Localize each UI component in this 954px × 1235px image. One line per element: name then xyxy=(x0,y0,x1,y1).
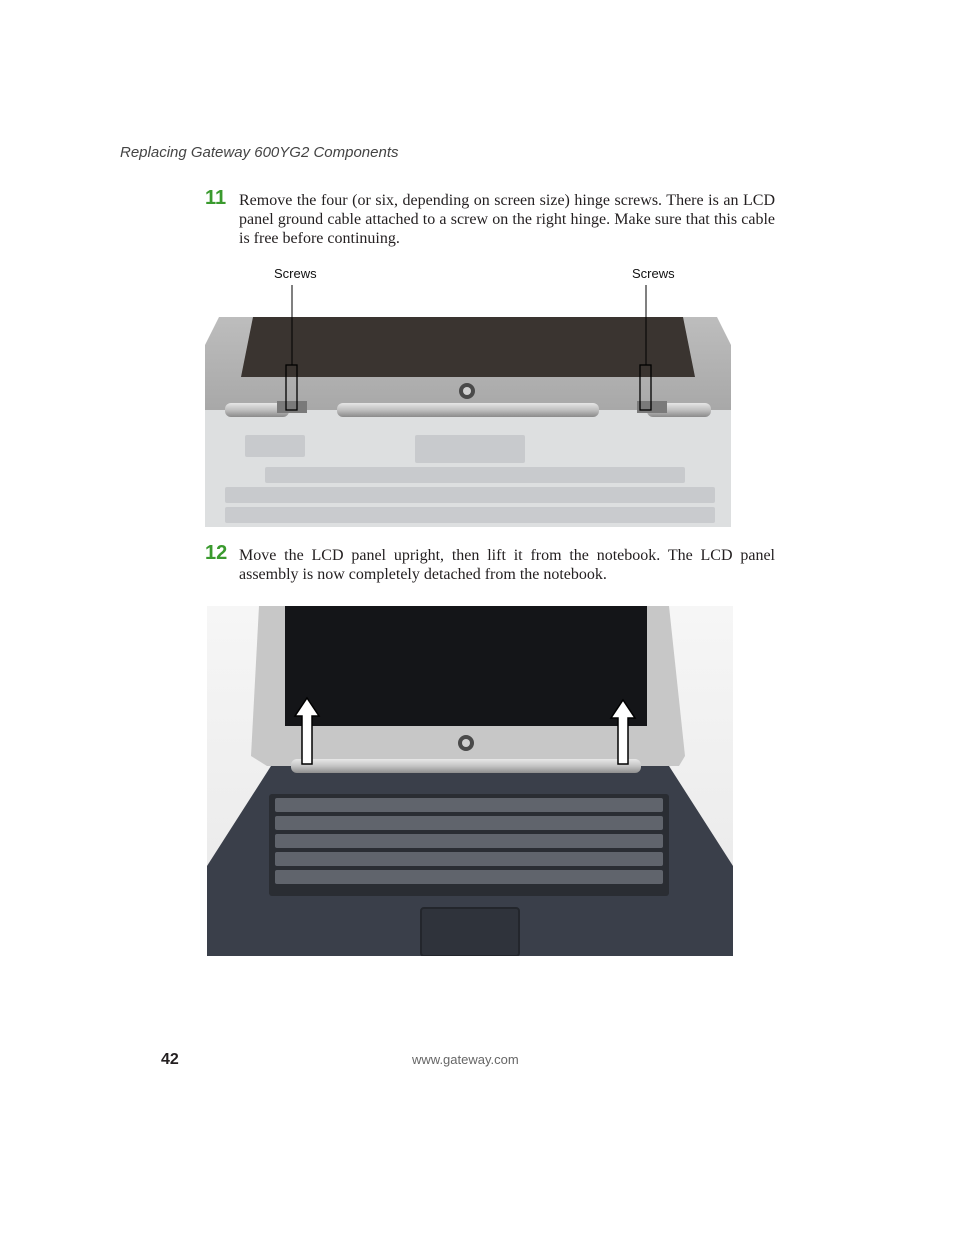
page-number: 42 xyxy=(161,1051,179,1068)
step-number-11: 11 xyxy=(205,187,227,209)
callout-screws-left: Screws xyxy=(274,266,317,281)
step-text-12: Move the LCD panel upright, then lift it from the notebook. The LCD panel assembly is now completely detached from the notebook. xyxy=(239,547,775,583)
step-number-12: 12 xyxy=(205,542,228,564)
running-header: Replacing Gateway 600YG2 Components xyxy=(120,144,399,161)
step-text-11: Remove the four (or six, depending on screen size) hinge screws. There is an LCD panel ground cable attached to a screw on the right hinge. Make sure that this cable is free before continuing. xyxy=(239,192,775,247)
figure-hinge-screws-photo xyxy=(205,285,731,527)
callout-screws-right: Screws xyxy=(632,266,675,281)
footer-url: www.gateway.com xyxy=(412,1052,519,1067)
figure-lift-lcd-photo xyxy=(207,606,733,956)
